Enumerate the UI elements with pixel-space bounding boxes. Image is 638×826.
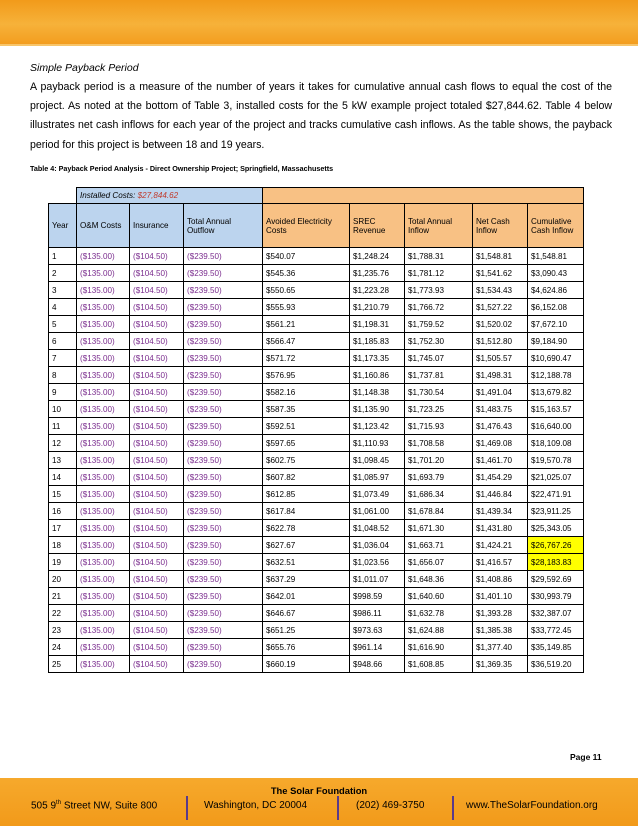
- table-cell: $3,090.43: [528, 265, 584, 282]
- table-cell: $998.59: [350, 588, 405, 605]
- table-cell: $1,648.36: [405, 571, 473, 588]
- table-cell: $1,548.81: [528, 248, 584, 265]
- table-row: [49, 588, 584, 605]
- header-rule: [0, 44, 638, 46]
- footer-address-prefix: 505 9: [31, 800, 57, 812]
- table-cell: ($135.00): [77, 486, 130, 503]
- table-cell: ($135.00): [77, 537, 130, 554]
- table-cell: $1,781.12: [405, 265, 473, 282]
- table-cell: $1,671.30: [405, 520, 473, 537]
- table-cell: $25,343.05: [528, 520, 584, 537]
- table-row: [49, 418, 584, 435]
- table-cell: 17: [49, 520, 77, 537]
- table-cell: 2: [49, 265, 77, 282]
- table-cell: ($239.50): [184, 656, 263, 673]
- table-cell: ($104.50): [130, 265, 184, 282]
- table-cell: $582.16: [263, 384, 350, 401]
- table-cell: 1: [49, 248, 77, 265]
- table-row: [49, 282, 584, 299]
- table-cell: ($104.50): [130, 401, 184, 418]
- header-insurance: Insurance: [130, 204, 184, 248]
- table-cell: 8: [49, 367, 77, 384]
- header-inflow: Total Annual Inflow: [405, 204, 473, 248]
- table-cell: $1,730.54: [405, 384, 473, 401]
- table-cell: ($239.50): [184, 248, 263, 265]
- table-cell: 16: [49, 503, 77, 520]
- table-cell: $1,608.85: [405, 656, 473, 673]
- table-cell: $637.29: [263, 571, 350, 588]
- table-cell: ($104.50): [130, 622, 184, 639]
- table-cell: 22: [49, 605, 77, 622]
- table-cell: $617.84: [263, 503, 350, 520]
- table-cell: $1,723.25: [405, 401, 473, 418]
- table-cell: ($135.00): [77, 503, 130, 520]
- table-cell: ($135.00): [77, 333, 130, 350]
- table-cell: ($104.50): [130, 554, 184, 571]
- table-row: [49, 452, 584, 469]
- table-row: [49, 435, 584, 452]
- table-row: [49, 469, 584, 486]
- table-cell: $1,534.43: [473, 282, 528, 299]
- table-cell: $1,408.86: [473, 571, 528, 588]
- table-cell: $1,632.78: [405, 605, 473, 622]
- table-cell: ($239.50): [184, 537, 263, 554]
- table-cell: 9: [49, 384, 77, 401]
- table-cell: 13: [49, 452, 77, 469]
- table-cell: $602.75: [263, 452, 350, 469]
- table-row: [49, 622, 584, 639]
- table-cell: $1,110.93: [350, 435, 405, 452]
- table-cell: ($104.50): [130, 469, 184, 486]
- installed-costs-spacer: [263, 188, 584, 204]
- table-cell: 23: [49, 622, 77, 639]
- table-cell: $1,235.76: [350, 265, 405, 282]
- table-cell: 21: [49, 588, 77, 605]
- table-cell: $660.19: [263, 656, 350, 673]
- table-cell: ($239.50): [184, 333, 263, 350]
- table-cell: ($104.50): [130, 520, 184, 537]
- table-cell: $28,183.83: [528, 554, 584, 571]
- table-cell: $33,772.45: [528, 622, 584, 639]
- table-cell: $540.07: [263, 248, 350, 265]
- section-heading: Simple Payback Period: [30, 62, 139, 74]
- table-cell: $23,911.25: [528, 503, 584, 520]
- table-cell: ($104.50): [130, 418, 184, 435]
- table-cell: $1,446.84: [473, 486, 528, 503]
- table-cell: 20: [49, 571, 77, 588]
- table-row: [49, 299, 584, 316]
- table-cell: ($104.50): [130, 435, 184, 452]
- table-row: [49, 316, 584, 333]
- table-cell: ($104.50): [130, 333, 184, 350]
- table-cell: $1,401.10: [473, 588, 528, 605]
- table-cell: ($104.50): [130, 571, 184, 588]
- table-cell: $550.65: [263, 282, 350, 299]
- table-cell: $1,693.79: [405, 469, 473, 486]
- table-cell: $1,745.07: [405, 350, 473, 367]
- table-cell: ($104.50): [130, 605, 184, 622]
- table-row: [49, 486, 584, 503]
- table-cell: $545.36: [263, 265, 350, 282]
- table-cell: ($239.50): [184, 554, 263, 571]
- table-cell: 6: [49, 333, 77, 350]
- table-cell: ($239.50): [184, 469, 263, 486]
- table-cell: 12: [49, 435, 77, 452]
- table-cell: ($104.50): [130, 639, 184, 656]
- table-cell: ($239.50): [184, 452, 263, 469]
- table-cell: $1,454.29: [473, 469, 528, 486]
- table-cell: $21,025.07: [528, 469, 584, 486]
- table-cell: ($239.50): [184, 571, 263, 588]
- table-cell: $1,663.71: [405, 537, 473, 554]
- table-cell: $10,690.47: [528, 350, 584, 367]
- footer-separator: [337, 796, 339, 820]
- table-cell: ($239.50): [184, 503, 263, 520]
- table-cell: $6,152.08: [528, 299, 584, 316]
- table-cell: $4,624.86: [528, 282, 584, 299]
- table-cell: 10: [49, 401, 77, 418]
- header-srec: SREC Revenue: [350, 204, 405, 248]
- table-cell: $12,188.78: [528, 367, 584, 384]
- table-cell: $1,701.20: [405, 452, 473, 469]
- table-row: [49, 503, 584, 520]
- table-cell: ($135.00): [77, 622, 130, 639]
- table-cell: $627.67: [263, 537, 350, 554]
- table-cell: 14: [49, 469, 77, 486]
- table-cell: $597.65: [263, 435, 350, 452]
- table-cell: $571.72: [263, 350, 350, 367]
- table-cell: ($104.50): [130, 367, 184, 384]
- table-cell: 18: [49, 537, 77, 554]
- table-cell: ($135.00): [77, 469, 130, 486]
- table-cell: $1,527.22: [473, 299, 528, 316]
- table-cell: $948.66: [350, 656, 405, 673]
- table-cell: $1,548.81: [473, 248, 528, 265]
- table-caption: Table 4: Payback Period Analysis - Direct Ownership Project; Springfield, Massachusetts: [30, 164, 334, 173]
- table-cell: $1,624.88: [405, 622, 473, 639]
- table-cell: $7,672.10: [528, 316, 584, 333]
- table-cell: $651.25: [263, 622, 350, 639]
- table-cell: ($135.00): [77, 418, 130, 435]
- table-cell: $1,512.80: [473, 333, 528, 350]
- page-number: Page 11: [570, 752, 602, 762]
- table-cell: ($135.00): [77, 554, 130, 571]
- table-row: [49, 605, 584, 622]
- table-cell: $1,520.02: [473, 316, 528, 333]
- table-cell: $30,993.79: [528, 588, 584, 605]
- table-cell: $592.51: [263, 418, 350, 435]
- table-cell: $1,098.45: [350, 452, 405, 469]
- table-cell: ($135.00): [77, 299, 130, 316]
- table-header-row: [49, 204, 584, 248]
- table-cell: $566.47: [263, 333, 350, 350]
- table-cell: $1,640.60: [405, 588, 473, 605]
- installed-costs-value: $27,844.62: [137, 191, 179, 200]
- table-cell: ($239.50): [184, 316, 263, 333]
- table-cell: ($239.50): [184, 588, 263, 605]
- table-cell: $986.11: [350, 605, 405, 622]
- table-cell: $1,198.31: [350, 316, 405, 333]
- table-cell: $36,519.20: [528, 656, 584, 673]
- table-cell: $1,160.86: [350, 367, 405, 384]
- table-cell: $642.01: [263, 588, 350, 605]
- table-cell: $1,686.34: [405, 486, 473, 503]
- table-cell: ($104.50): [130, 656, 184, 673]
- table-row: [49, 333, 584, 350]
- table-cell: $1,011.07: [350, 571, 405, 588]
- table-cell: $587.35: [263, 401, 350, 418]
- table-cell: $973.63: [350, 622, 405, 639]
- installed-costs-cell: [77, 188, 263, 204]
- footer-address: [31, 800, 157, 811]
- table-cell: ($239.50): [184, 418, 263, 435]
- table-cell: ($239.50): [184, 639, 263, 656]
- footer-title: The Solar Foundation: [270, 785, 368, 796]
- table-cell: $1,498.31: [473, 367, 528, 384]
- table-cell: ($104.50): [130, 316, 184, 333]
- table-row: [49, 520, 584, 537]
- header-year: Year: [49, 204, 77, 248]
- table-cell: ($135.00): [77, 588, 130, 605]
- table-cell: $1,541.62: [473, 265, 528, 282]
- table-cell: $632.51: [263, 554, 350, 571]
- table-cell: ($135.00): [77, 656, 130, 673]
- footer-address-sup: th: [56, 800, 62, 806]
- table-cell: ($239.50): [184, 435, 263, 452]
- header-outflow: Total Annual Outflow: [184, 204, 263, 248]
- table-row: [49, 384, 584, 401]
- table-cell: $1,431.80: [473, 520, 528, 537]
- footer-website[interactable]: www.TheSolarFoundation.org: [466, 800, 598, 811]
- table-cell: ($104.50): [130, 350, 184, 367]
- installed-costs-row: [49, 188, 584, 204]
- header-banner: [0, 0, 638, 44]
- header-net: Net Cash Inflow: [473, 204, 528, 248]
- table-cell: ($104.50): [130, 486, 184, 503]
- table-cell: 11: [49, 418, 77, 435]
- table-cell: $1,135.90: [350, 401, 405, 418]
- table-row: [49, 248, 584, 265]
- table-cell: ($135.00): [77, 265, 130, 282]
- payback-table: [48, 187, 584, 673]
- table-cell: $26,767.26: [528, 537, 584, 554]
- table-cell: ($239.50): [184, 299, 263, 316]
- body-paragraph: A payback period is a measure of the number of years it takes for cumulative annual cash flows to equal the cost of the project. As noted at the bottom of Table 3, installed costs for the 5 kW example project totaled $27,844.62. Table 4 below illustrates net cash inflows for each year of the project and tracks cumulative cash inflows. As the table shows, the payback period for this project is between 18 and 19 years.: [30, 81, 612, 151]
- table-cell: $1,248.24: [350, 248, 405, 265]
- table-cell: ($135.00): [77, 452, 130, 469]
- table-cell: ($135.00): [77, 571, 130, 588]
- table-cell: $1,708.58: [405, 435, 473, 452]
- table-cell: $35,149.85: [528, 639, 584, 656]
- table-cell: ($135.00): [77, 384, 130, 401]
- table-cell: ($104.50): [130, 503, 184, 520]
- table-cell: $1,766.72: [405, 299, 473, 316]
- footer-phone: (202) 469-3750: [356, 800, 425, 811]
- table-cell: $1,085.97: [350, 469, 405, 486]
- table-row: [49, 350, 584, 367]
- table-cell: $1,737.81: [405, 367, 473, 384]
- table-cell: ($104.50): [130, 588, 184, 605]
- table-cell: $13,679.82: [528, 384, 584, 401]
- table-cell: ($239.50): [184, 401, 263, 418]
- table-cell: ($239.50): [184, 367, 263, 384]
- table-cell: ($135.00): [77, 316, 130, 333]
- table-cell: $1,715.93: [405, 418, 473, 435]
- table-row: [49, 571, 584, 588]
- table-cell: $9,184.90: [528, 333, 584, 350]
- footer-address-suffix: Street NW, Suite 800: [61, 800, 158, 812]
- table-cell: $1,148.38: [350, 384, 405, 401]
- header-avoided: Avoided Electricity Costs: [263, 204, 350, 248]
- table-cell: $1,185.83: [350, 333, 405, 350]
- table-cell: ($104.50): [130, 537, 184, 554]
- table-cell: ($135.00): [77, 435, 130, 452]
- table-cell: $1,656.07: [405, 554, 473, 571]
- footer-city: Washington, DC 20004: [204, 800, 308, 811]
- table-row: [49, 367, 584, 384]
- installed-costs-label: Installed Costs:: [80, 191, 136, 200]
- table-cell: $1,773.93: [405, 282, 473, 299]
- table-cell: ($239.50): [184, 282, 263, 299]
- table-cell: ($239.50): [184, 486, 263, 503]
- table-cell: ($239.50): [184, 350, 263, 367]
- table-cell: $1,048.52: [350, 520, 405, 537]
- footer-separator: [186, 796, 188, 820]
- table-cell: $1,424.21: [473, 537, 528, 554]
- table-cell: ($239.50): [184, 605, 263, 622]
- table-cell: $1,678.84: [405, 503, 473, 520]
- table-cell: $18,109.08: [528, 435, 584, 452]
- table-cell: 25: [49, 656, 77, 673]
- table-cell: $1,491.04: [473, 384, 528, 401]
- table-cell: ($104.50): [130, 248, 184, 265]
- table-cell: $1,616.90: [405, 639, 473, 656]
- table-cell: $576.95: [263, 367, 350, 384]
- table-cell: $1,439.34: [473, 503, 528, 520]
- header-om: O&M Costs: [77, 204, 130, 248]
- table-cell: ($135.00): [77, 605, 130, 622]
- table-cell: $612.85: [263, 486, 350, 503]
- table-cell: 3: [49, 282, 77, 299]
- table-cell: $607.82: [263, 469, 350, 486]
- table-cell: $646.67: [263, 605, 350, 622]
- table-cell: ($104.50): [130, 452, 184, 469]
- table-cell: $1,483.75: [473, 401, 528, 418]
- table-cell: 4: [49, 299, 77, 316]
- table-cell: ($135.00): [77, 350, 130, 367]
- table-cell: ($135.00): [77, 248, 130, 265]
- table-cell: 24: [49, 639, 77, 656]
- table-cell: $1,393.28: [473, 605, 528, 622]
- table-cell: $29,592.69: [528, 571, 584, 588]
- footer-separator: [452, 796, 454, 820]
- table-cell: $622.78: [263, 520, 350, 537]
- table-cell: ($104.50): [130, 384, 184, 401]
- table-cell: $1,036.04: [350, 537, 405, 554]
- table-cell: ($104.50): [130, 299, 184, 316]
- table-cell: $1,173.35: [350, 350, 405, 367]
- table-cell: ($135.00): [77, 401, 130, 418]
- table-cell: ($135.00): [77, 639, 130, 656]
- header-cumulative: Cumulative Cash Inflow: [528, 204, 584, 248]
- table-cell: $1,369.35: [473, 656, 528, 673]
- table-cell: $1,023.56: [350, 554, 405, 571]
- table-cell: ($239.50): [184, 520, 263, 537]
- table-cell: $1,123.42: [350, 418, 405, 435]
- table-row: [49, 554, 584, 571]
- table-cell: $1,061.00: [350, 503, 405, 520]
- footer-banner: [0, 778, 638, 826]
- table-cell: 7: [49, 350, 77, 367]
- table-cell: ($135.00): [77, 367, 130, 384]
- table-cell: $1,223.28: [350, 282, 405, 299]
- table-cell: $1,476.43: [473, 418, 528, 435]
- table-cell: $1,377.40: [473, 639, 528, 656]
- table-cell: ($135.00): [77, 520, 130, 537]
- table-row: [49, 639, 584, 656]
- table-cell: 19: [49, 554, 77, 571]
- table-cell: $1,752.30: [405, 333, 473, 350]
- table-cell: $1,210.79: [350, 299, 405, 316]
- table-cell: ($135.00): [77, 282, 130, 299]
- table-cell: $16,640.00: [528, 418, 584, 435]
- table-cell: ($239.50): [184, 384, 263, 401]
- table-cell: $1,073.49: [350, 486, 405, 503]
- table-cell: $19,570.78: [528, 452, 584, 469]
- table-row: [49, 265, 584, 282]
- table-cell: $1,469.08: [473, 435, 528, 452]
- table-cell: $22,471.91: [528, 486, 584, 503]
- table-cell: $655.76: [263, 639, 350, 656]
- table-row: [49, 401, 584, 418]
- table-cell: $555.93: [263, 299, 350, 316]
- table-cell: $1,416.57: [473, 554, 528, 571]
- table-cell: $1,759.52: [405, 316, 473, 333]
- table-cell: $561.21: [263, 316, 350, 333]
- table-cell: $1,461.70: [473, 452, 528, 469]
- table-cell: 15: [49, 486, 77, 503]
- table-cell: ($239.50): [184, 265, 263, 282]
- table-cell: ($104.50): [130, 282, 184, 299]
- table-cell: $1,505.57: [473, 350, 528, 367]
- table-cell: $15,163.57: [528, 401, 584, 418]
- table-row: [49, 537, 584, 554]
- table-cell: $1,788.31: [405, 248, 473, 265]
- table-cell: 5: [49, 316, 77, 333]
- table-cell: ($239.50): [184, 622, 263, 639]
- table-cell: $32,387.07: [528, 605, 584, 622]
- table-row: [49, 656, 584, 673]
- table-cell: $1,385.38: [473, 622, 528, 639]
- table-cell: $961.14: [350, 639, 405, 656]
